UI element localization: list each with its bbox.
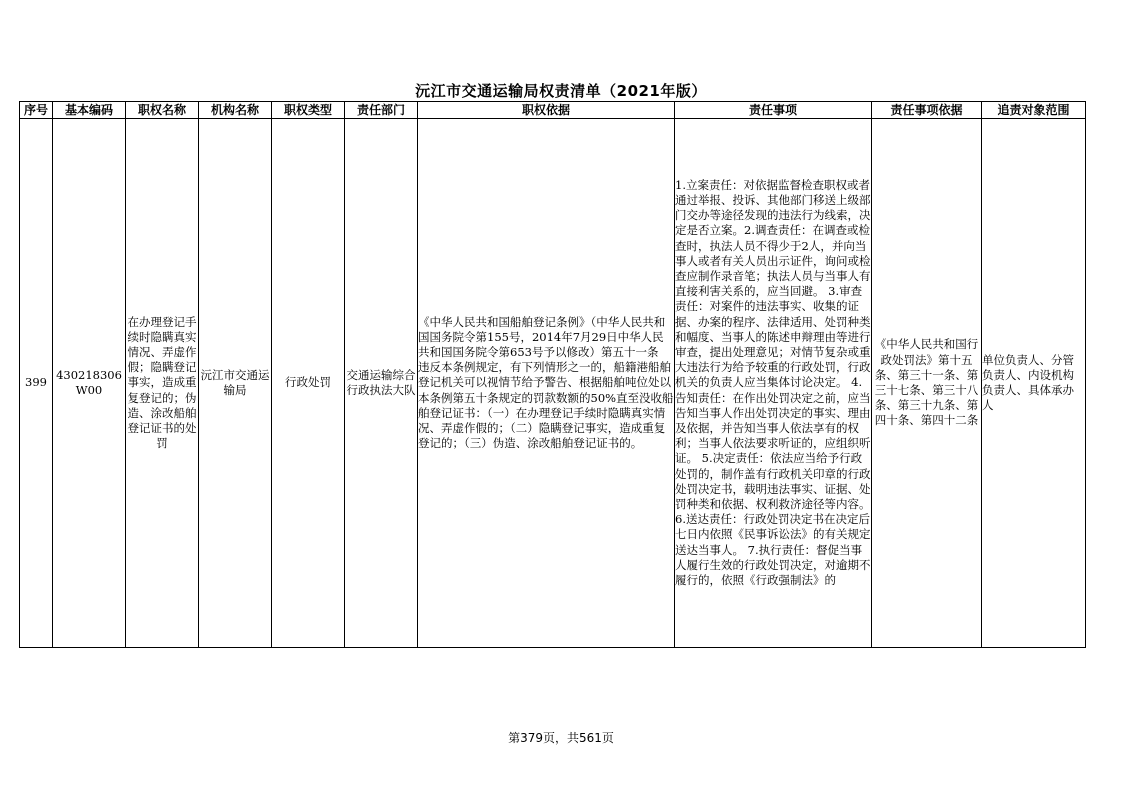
cell-org-name: 沅江市交通运输局 — [199, 119, 272, 648]
header-responsibilities: 责任事项 — [675, 102, 872, 119]
power-responsibility-table — [19, 101, 1086, 648]
header-responsibility-basis: 责任事项依据 — [872, 102, 982, 119]
header-department: 责任部门 — [345, 102, 418, 119]
header-power-type: 职权类型 — [272, 102, 345, 119]
cell-responsibility-basis: 《中华人民共和国行政处罚法》第十五条、第三十一条、第三十七条、第三十八条、第三十九条、第四十条、第四十二条 — [872, 119, 982, 648]
header-code: 基本编码 — [53, 102, 126, 119]
page-number: 第379页，共561页 — [508, 731, 614, 745]
document-title: 沅江市交通运输局权责清单（2021年版） — [415, 82, 707, 100]
cell-legal-basis: 《中华人民共和国船舶登记条例》（中华人民共和国国务院令第155号，2014年7月29日中华人民共和国国务院令第653号予以修改）第五十一条 违反本条例规定，有下列情形之一的，船籍港船舶登记机关可以视情节给予警告、根据船舶吨位处以本条例第五十条规定的罚款数额的50%直至没收船舶登记证书：（一）在办理登记手续时隐瞒真实情况、弄虚作假的；（二）隐瞒登记事实，造成重复登记的；（三）伪造、涂改船舶登记证书的。 — [418, 119, 675, 648]
cell-index: 399 — [20, 119, 53, 648]
header-org-name: 机构名称 — [199, 102, 272, 119]
header-index: 序号 — [20, 102, 53, 119]
cell-accountability-scope: 单位负责人、分管负责人、内设机构负责人、具体承办人 — [982, 119, 1086, 648]
cell-power-name: 在办理登记手续时隐瞒真实情况、弄虚作假；隐瞒登记事实，造成重复登记的；伪造、涂改船舶登记证书的处罚 — [126, 119, 199, 648]
cell-code: 430218306W00 — [53, 119, 126, 648]
table-row — [20, 119, 1086, 648]
cell-power-type: 行政处罚 — [272, 119, 345, 648]
header-legal-basis: 职权依据 — [418, 102, 675, 119]
table-header-row — [20, 102, 1086, 119]
header-accountability-scope: 追责对象范围 — [982, 102, 1086, 119]
cell-responsibilities: 1.立案责任：对依据监督检查职权或者通过举报、投诉、其他部门移送上级部门交办等途径发现的违法行为线索，决定是否立案。2.调查责任：在调查或检查时，执法人员不得少于2人，并向当事人或者有关人员出示证件，询问或检查应制作录音笔；执法人员与当事人有直接利害关系的，应当回避。 3.审查责任：对案件的违法事实、收集的证据、办案的程序、法律适用、处罚种类和幅度、当事人的陈述申辩理由等进行审查，提出处理意见；对情节复杂或重大违法行为给予较重的行政处罚，行政机关的负责人应当集体讨论决定。 4.告知责任：在作出处罚决定之前，应当告知当事人作出处罚决定的事实、理由及依据，并告知当事人依法享有的权利；当事人依法要求听证的，应组织听证。 5.决定责任：依法应当给予行政处罚的，制作盖有行政机关印章的行政处罚决定书，载明违法事实、证据、处罚种类和依据、权利救济途径等内容。 6.送达责任：行政处罚决定书在决定后七日内依照《民事诉讼法》的有关规定送达当事人。 7.执行责任：督促当事人履行生效的行政处罚决定，对逾期不履行的，依照《行政强制法》的 — [675, 119, 872, 648]
cell-department: 交通运输综合行政执法大队 — [345, 119, 418, 648]
header-power-name: 职权名称 — [126, 102, 199, 119]
